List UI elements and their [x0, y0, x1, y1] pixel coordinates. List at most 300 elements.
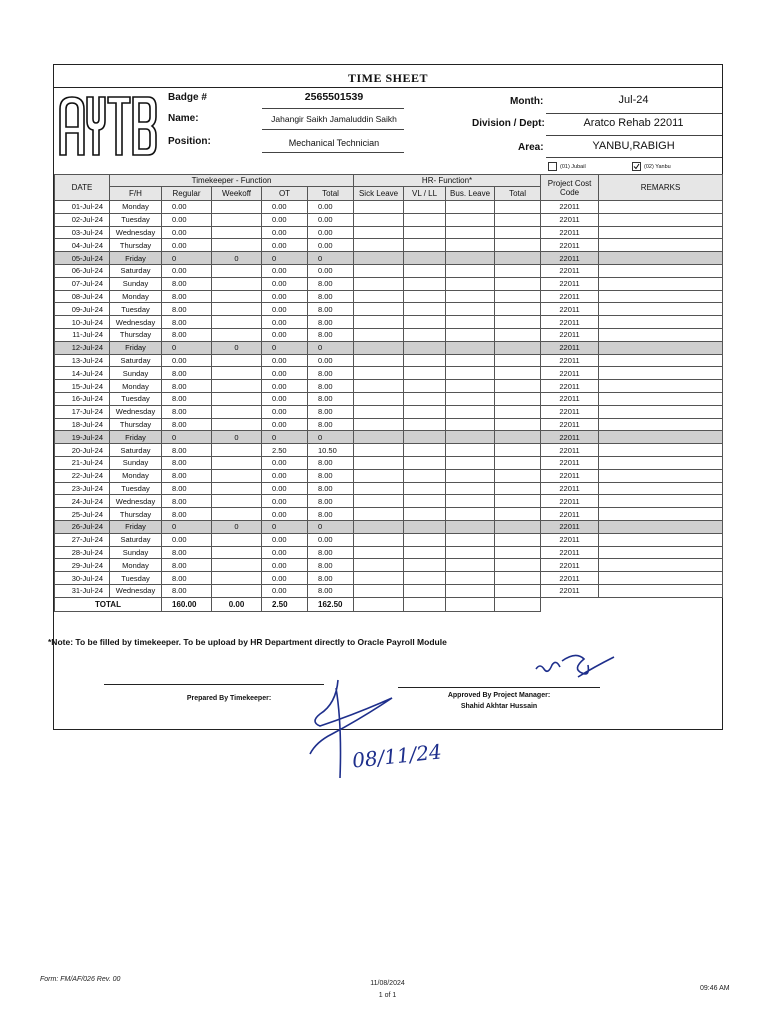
totals-empty [354, 597, 404, 611]
date-cell: 15-Jul-24 [55, 380, 110, 393]
date-header: DATE [55, 175, 110, 201]
project-code-cell: 22011 [541, 418, 599, 431]
sick-leave-cell [354, 354, 404, 367]
bus-leave-cell [446, 584, 495, 597]
vl-ll-cell [404, 482, 446, 495]
day-cell: Tuesday [110, 213, 162, 226]
weekoff-cell [212, 482, 262, 495]
day-cell: Friday [110, 252, 162, 265]
area-option-jubail-label: (01) Jubail [560, 164, 586, 170]
table-row [55, 533, 723, 546]
project-code-cell: 22011 [541, 456, 599, 469]
total-cell: 0.00 [308, 201, 354, 214]
weekoff-cell [212, 495, 262, 508]
ot-cell: 0.00 [262, 456, 308, 469]
company-logo [56, 89, 160, 159]
bus-leave-cell [446, 572, 495, 585]
hr-total-cell [495, 444, 541, 457]
sick-leave-cell [354, 316, 404, 329]
remarks-header: REMARKS [599, 175, 723, 201]
vl-ll-cell [404, 431, 446, 444]
hr-total-cell [495, 380, 541, 393]
regular-cell: 0.00 [162, 213, 212, 226]
regular-cell: 8.00 [162, 392, 212, 405]
vl-ll-cell [404, 572, 446, 585]
bus-leave-cell [446, 418, 495, 431]
ot-cell: 0.00 [262, 367, 308, 380]
totals-empty [404, 597, 446, 611]
project-code-cell: 22011 [541, 201, 599, 214]
regular-cell: 8.00 [162, 584, 212, 597]
ot-cell: 0.00 [262, 328, 308, 341]
date-cell: 09-Jul-24 [55, 303, 110, 316]
weekoff-cell [212, 559, 262, 572]
day-cell: Monday [110, 290, 162, 303]
vl-ll-cell [404, 201, 446, 214]
area-option-jubail-checkbox[interactable] [548, 162, 557, 171]
sick-leave-cell [354, 584, 404, 597]
weekoff-cell [212, 303, 262, 316]
regular-cell: 8.00 [162, 380, 212, 393]
ot-cell: 0.00 [262, 213, 308, 226]
vl-ll-cell [404, 456, 446, 469]
bus-leave-cell [446, 328, 495, 341]
note-text: *Note: To be filled by timekeeper. To be upload by HR Department directly to Oracle Payroll Module [48, 637, 447, 647]
project-code-cell: 22011 [541, 354, 599, 367]
ot-cell: 0.00 [262, 584, 308, 597]
table-row [55, 226, 723, 239]
table-row [55, 213, 723, 226]
bus-leave-cell [446, 533, 495, 546]
remarks-cell [599, 380, 723, 393]
day-cell: Thursday [110, 328, 162, 341]
day-cell: Thursday [110, 239, 162, 252]
hr-total-cell [495, 559, 541, 572]
weekoff-cell [212, 469, 262, 482]
vl-ll-cell [404, 316, 446, 329]
sick-leave-cell [354, 418, 404, 431]
hr-total-cell [495, 392, 541, 405]
day-cell: Thursday [110, 418, 162, 431]
total-cell: 8.00 [308, 418, 354, 431]
sick-leave-cell [354, 520, 404, 533]
remarks-cell [599, 546, 723, 559]
vl-ll-cell [404, 495, 446, 508]
hr-total-cell [495, 367, 541, 380]
position-underline [262, 152, 404, 153]
date-cell: 17-Jul-24 [55, 405, 110, 418]
sick-leave-cell [354, 546, 404, 559]
total-cell: 8.00 [308, 584, 354, 597]
day-cell: Tuesday [110, 482, 162, 495]
sick-leave-cell [354, 431, 404, 444]
vl-ll-cell [404, 239, 446, 252]
date-cell: 01-Jul-24 [55, 201, 110, 214]
regular-cell: 0.00 [162, 354, 212, 367]
project-cost-header: Project Cost Code [541, 175, 599, 201]
remarks-cell [599, 264, 723, 277]
sick-leave-cell [354, 482, 404, 495]
hr-total-cell [495, 341, 541, 354]
hr-total-cell [495, 520, 541, 533]
day-cell: Sunday [110, 367, 162, 380]
weekoff-cell [212, 456, 262, 469]
vl-ll-cell [404, 226, 446, 239]
date-cell: 06-Jul-24 [55, 264, 110, 277]
weekoff-cell [212, 533, 262, 546]
sick-leave-cell [354, 201, 404, 214]
date-cell: 12-Jul-24 [55, 341, 110, 354]
sick-leave-cell [354, 533, 404, 546]
total-cell: 8.00 [308, 277, 354, 290]
date-cell: 23-Jul-24 [55, 482, 110, 495]
day-cell: Sunday [110, 456, 162, 469]
weekoff-cell [212, 290, 262, 303]
month-underline [546, 113, 722, 114]
remarks-cell [599, 533, 723, 546]
date-cell: 18-Jul-24 [55, 418, 110, 431]
month-label: Month: [510, 96, 544, 107]
weekoff-header: Weekoff [212, 187, 262, 201]
day-cell: Wednesday [110, 584, 162, 597]
bus-leave-cell [446, 201, 495, 214]
area-option-yanbu-label: (02) Yanbu [644, 164, 671, 170]
remarks-cell [599, 559, 723, 572]
total-cell: 0.00 [308, 213, 354, 226]
timekeeper-signature-line [104, 684, 324, 685]
manager-signature-icon [532, 647, 622, 687]
date-cell: 25-Jul-24 [55, 508, 110, 521]
date-cell: 03-Jul-24 [55, 226, 110, 239]
day-cell: Wednesday [110, 405, 162, 418]
bus-leave-cell [446, 546, 495, 559]
regular-header: Regular [162, 187, 212, 201]
hr-total-cell [495, 482, 541, 495]
sick-leave-cell [354, 290, 404, 303]
hr-total-cell [495, 495, 541, 508]
project-code-cell: 22011 [541, 469, 599, 482]
weekoff-cell [212, 444, 262, 457]
vl-ll-cell [404, 252, 446, 265]
total-cell: 8.00 [308, 303, 354, 316]
area-label: Area: [518, 142, 544, 153]
vl-ll-cell [404, 520, 446, 533]
ot-cell: 0.00 [262, 546, 308, 559]
weekoff-cell [212, 213, 262, 226]
hr-total-cell [495, 418, 541, 431]
remarks-cell [599, 226, 723, 239]
weekoff-cell [212, 316, 262, 329]
weekoff-cell [212, 264, 262, 277]
project-code-cell: 22011 [541, 392, 599, 405]
vl-ll-cell [404, 559, 446, 572]
day-cell: Saturday [110, 444, 162, 457]
totals-ot: 2.50 [262, 597, 308, 611]
time-sheet-form [48, 64, 723, 730]
hr-total-cell [495, 303, 541, 316]
total-cell: 0 [308, 341, 354, 354]
bus-leave-cell [446, 316, 495, 329]
day-cell: Monday [110, 201, 162, 214]
bus-leave-cell [446, 495, 495, 508]
regular-cell: 0.00 [162, 201, 212, 214]
approved-by-label: Approved By Project Manager: [447, 692, 551, 699]
print-date: 11/08/2024 [370, 980, 405, 987]
sick-leave-cell [354, 495, 404, 508]
area-option-yanbu-checkbox[interactable] [632, 162, 641, 171]
prepared-by-label: Prepared By Timekeeper: [186, 695, 272, 702]
table-row [55, 252, 723, 265]
regular-cell: 8.00 [162, 405, 212, 418]
weekoff-cell [212, 201, 262, 214]
ot-cell: 0.00 [262, 559, 308, 572]
ot-cell: 0.00 [262, 264, 308, 277]
sick-leave-header: Sick Leave [354, 187, 404, 201]
weekoff-cell: 0 [212, 252, 262, 265]
regular-cell: 0.00 [162, 226, 212, 239]
project-code-cell: 22011 [541, 341, 599, 354]
remarks-cell [599, 316, 723, 329]
project-code-cell: 22011 [541, 584, 599, 597]
weekoff-cell: 0 [212, 341, 262, 354]
division-underline [546, 135, 722, 136]
remarks-cell [599, 508, 723, 521]
table-row [55, 316, 723, 329]
day-cell: Tuesday [110, 392, 162, 405]
remarks-cell [599, 367, 723, 380]
total-cell: 0.00 [308, 264, 354, 277]
sick-leave-cell [354, 572, 404, 585]
totals-label: TOTAL [55, 597, 162, 611]
sick-leave-cell [354, 469, 404, 482]
hr-total-cell [495, 290, 541, 303]
area-value: YANBU,RABIGH [592, 140, 675, 152]
bus-leave-cell [446, 213, 495, 226]
hr-total-cell [495, 316, 541, 329]
hr-total-cell [495, 213, 541, 226]
hr-total-header: Total [495, 187, 541, 201]
ot-cell: 0.00 [262, 226, 308, 239]
total-cell: 8.00 [308, 367, 354, 380]
total-cell: 8.00 [308, 508, 354, 521]
vl-ll-cell [404, 444, 446, 457]
hr-total-cell [495, 405, 541, 418]
hr-total-cell [495, 252, 541, 265]
day-cell: Friday [110, 341, 162, 354]
hr-total-cell [495, 533, 541, 546]
regular-cell: 8.00 [162, 418, 212, 431]
totals-empty [495, 597, 541, 611]
vl-ll-cell [404, 380, 446, 393]
ot-cell: 2.50 [262, 444, 308, 457]
weekoff-cell [212, 418, 262, 431]
bus-leave-cell [446, 405, 495, 418]
sick-leave-cell [354, 239, 404, 252]
day-cell: Monday [110, 380, 162, 393]
bus-leave-cell [446, 380, 495, 393]
total-cell: 0.00 [308, 533, 354, 546]
table-row [55, 495, 723, 508]
weekoff-cell [212, 584, 262, 597]
name-label: Name: [168, 113, 199, 124]
remarks-cell [599, 354, 723, 367]
regular-cell: 8.00 [162, 572, 212, 585]
project-code-cell: 22011 [541, 495, 599, 508]
hr-total-cell [495, 584, 541, 597]
date-cell: 13-Jul-24 [55, 354, 110, 367]
total-cell: 8.00 [308, 405, 354, 418]
remarks-cell [599, 239, 723, 252]
division-label: Division / Dept: [472, 118, 545, 129]
handwritten-date: 08/11/24 [350, 739, 443, 773]
table-row [55, 201, 723, 214]
total-cell: 0.00 [308, 354, 354, 367]
day-cell: Friday [110, 431, 162, 444]
project-code-cell: 22011 [541, 572, 599, 585]
sick-leave-cell [354, 226, 404, 239]
checkmark-icon [633, 163, 640, 170]
bus-leave-cell [446, 456, 495, 469]
sick-leave-cell [354, 444, 404, 457]
regular-cell: 8.00 [162, 290, 212, 303]
remarks-cell [599, 572, 723, 585]
date-cell: 07-Jul-24 [55, 277, 110, 290]
timekeeper-header: Timekeeper - Function [110, 175, 354, 187]
total-cell: 8.00 [308, 316, 354, 329]
print-time: 09:46 AM [700, 985, 730, 992]
badge-value: 2565501539 [304, 91, 364, 103]
ot-cell: 0.00 [262, 508, 308, 521]
regular-cell: 8.00 [162, 444, 212, 457]
hr-total-cell [495, 469, 541, 482]
sick-leave-cell [354, 328, 404, 341]
day-cell: Wednesday [110, 495, 162, 508]
ot-cell: 0.00 [262, 239, 308, 252]
project-code-cell: 22011 [541, 303, 599, 316]
table-row [55, 456, 723, 469]
date-cell: 16-Jul-24 [55, 392, 110, 405]
remarks-cell [599, 520, 723, 533]
table-row [55, 469, 723, 482]
total-cell: 0.00 [308, 239, 354, 252]
hr-total-cell [495, 239, 541, 252]
sick-leave-cell [354, 277, 404, 290]
table-row [55, 354, 723, 367]
total-cell: 8.00 [308, 559, 354, 572]
day-cell: Saturday [110, 533, 162, 546]
bus-leave-cell [446, 239, 495, 252]
position-label: Position: [168, 136, 211, 147]
ot-cell: 0 [262, 431, 308, 444]
sick-leave-cell [354, 405, 404, 418]
remarks-cell [599, 469, 723, 482]
day-cell: Friday [110, 520, 162, 533]
hr-total-cell [495, 354, 541, 367]
remarks-cell [599, 405, 723, 418]
day-cell: Tuesday [110, 303, 162, 316]
table-row [55, 277, 723, 290]
remarks-cell [599, 277, 723, 290]
table-row [55, 405, 723, 418]
table-row [55, 418, 723, 431]
vl-ll-cell [404, 264, 446, 277]
weekoff-cell [212, 508, 262, 521]
total-cell: 0 [308, 520, 354, 533]
project-code-cell: 22011 [541, 252, 599, 265]
day-cell: Thursday [110, 508, 162, 521]
remarks-cell [599, 456, 723, 469]
table-row [55, 367, 723, 380]
hr-total-cell [495, 456, 541, 469]
totals-weekoff: 0.00 [212, 597, 262, 611]
bus-leave-cell [446, 431, 495, 444]
remarks-cell [599, 444, 723, 457]
remarks-cell [599, 213, 723, 226]
vl-ll-cell [404, 328, 446, 341]
table-row [55, 444, 723, 457]
vl-ll-cell [404, 367, 446, 380]
weekoff-cell [212, 239, 262, 252]
regular-cell: 8.00 [162, 328, 212, 341]
regular-cell: 0 [162, 252, 212, 265]
day-cell: Saturday [110, 354, 162, 367]
ot-cell: 0.00 [262, 316, 308, 329]
sick-leave-cell [354, 213, 404, 226]
date-cell: 26-Jul-24 [55, 520, 110, 533]
total-cell: 8.00 [308, 380, 354, 393]
total-header: Total [308, 187, 354, 201]
project-code-cell: 22011 [541, 213, 599, 226]
project-code-cell: 22011 [541, 431, 599, 444]
regular-cell: 8.00 [162, 469, 212, 482]
vl-ll-cell [404, 546, 446, 559]
vl-ll-cell [404, 290, 446, 303]
weekoff-cell [212, 226, 262, 239]
timesheet-table [54, 174, 723, 612]
day-cell: Monday [110, 469, 162, 482]
totals-total: 162.50 [308, 597, 354, 611]
table-row [55, 431, 723, 444]
date-cell: 31-Jul-24 [55, 584, 110, 597]
project-code-cell: 22011 [541, 405, 599, 418]
area-underline [546, 157, 722, 158]
weekoff-cell [212, 380, 262, 393]
day-cell: Wednesday [110, 316, 162, 329]
regular-cell: 8.00 [162, 367, 212, 380]
total-cell: 8.00 [308, 495, 354, 508]
badge-underline [262, 108, 404, 109]
table-row [55, 546, 723, 559]
total-cell: 0 [308, 252, 354, 265]
regular-cell: 0 [162, 431, 212, 444]
remarks-cell [599, 431, 723, 444]
date-cell: 30-Jul-24 [55, 572, 110, 585]
bus-leave-cell [446, 392, 495, 405]
vl-ll-cell [404, 213, 446, 226]
sick-leave-cell [354, 303, 404, 316]
remarks-cell [599, 303, 723, 316]
remarks-cell [599, 418, 723, 431]
table-row [55, 520, 723, 533]
total-cell: 0 [308, 431, 354, 444]
ot-cell: 0.00 [262, 572, 308, 585]
ot-cell: 0.00 [262, 482, 308, 495]
ot-cell: 0.00 [262, 392, 308, 405]
table-row [55, 572, 723, 585]
hr-header: HR- Function* [354, 175, 541, 187]
sick-leave-cell [354, 341, 404, 354]
vl-ll-cell [404, 277, 446, 290]
